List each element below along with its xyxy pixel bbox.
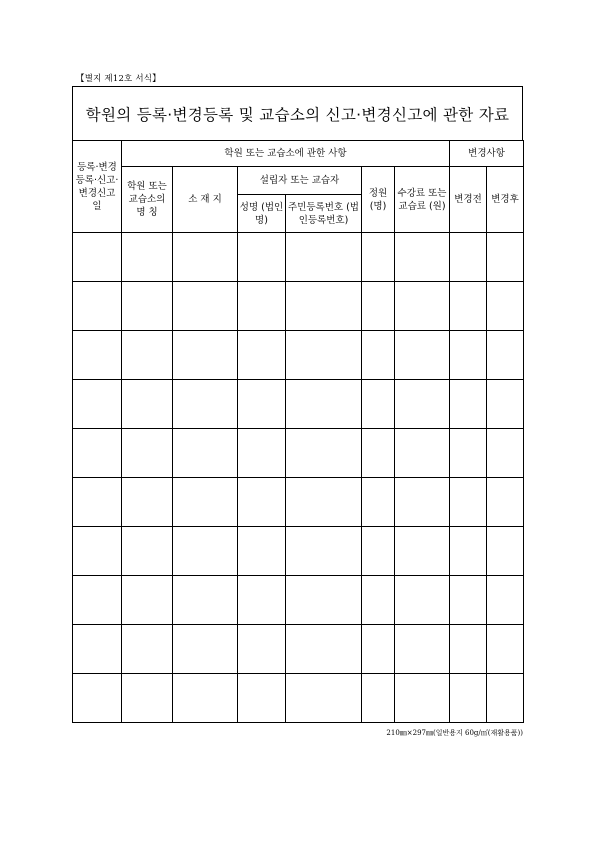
cell-tuition[interactable] [395,576,450,625]
cell-address[interactable] [173,380,238,429]
form-title [72,86,523,140]
header-tuition-text: 수강료 또는 교습료 (원) [397,187,447,212]
table-row [73,674,524,723]
header-capacity-text: 정원 (명) [368,187,388,212]
cell-tuition[interactable] [395,625,450,674]
header-date-text: 등록·변경등록·신고·변경신고일 [75,161,119,212]
cell-before-change[interactable] [450,478,487,527]
cell-founder-id[interactable] [286,282,362,331]
cell-founder-name[interactable] [238,233,286,282]
cell-academy-name[interactable] [122,331,173,380]
cell-founder-name[interactable] [238,380,286,429]
table-row [73,233,524,282]
cell-capacity[interactable] [362,233,395,282]
cell-academy-name[interactable] [122,576,173,625]
cell-after-change[interactable] [487,233,524,282]
cell-capacity[interactable] [362,380,395,429]
cell-tuition[interactable] [395,331,450,380]
cell-founder-id[interactable] [286,429,362,478]
cell-tuition[interactable] [395,282,450,331]
header-before-change [450,167,487,233]
cell-founder-id[interactable] [286,674,362,723]
header-founder-id [286,195,362,233]
cell-date[interactable] [73,233,122,282]
cell-before-change[interactable] [450,429,487,478]
cell-founder-id[interactable] [286,331,362,380]
table-row [73,527,524,576]
cell-after-change[interactable] [487,674,524,723]
cell-date[interactable] [73,331,122,380]
header-academy-group-text: 학원 또는 교습소에 관한 사항 [224,148,347,159]
cell-tuition[interactable] [395,674,450,723]
cell-academy-name[interactable] [122,380,173,429]
cell-after-change[interactable] [487,380,524,429]
cell-date[interactable] [73,625,122,674]
cell-capacity[interactable] [362,429,395,478]
cell-date[interactable] [73,429,122,478]
cell-tuition[interactable] [395,233,450,282]
table-row [73,429,524,478]
cell-founder-id[interactable] [286,576,362,625]
cell-academy-name[interactable] [122,527,173,576]
cell-academy-name[interactable] [122,282,173,331]
cell-founder-id[interactable] [286,478,362,527]
header-address-text: 소 재 지 [188,194,222,205]
cell-founder-name[interactable] [238,576,286,625]
cell-before-change[interactable] [450,674,487,723]
cell-tuition[interactable] [395,527,450,576]
cell-academy-name[interactable] [122,429,173,478]
cell-founder-id[interactable] [286,380,362,429]
cell-capacity[interactable] [362,576,395,625]
cell-date[interactable] [73,478,122,527]
cell-before-change[interactable] [450,331,487,380]
cell-date[interactable] [73,527,122,576]
cell-before-change[interactable] [450,576,487,625]
cell-after-change[interactable] [487,429,524,478]
table-row [73,625,524,674]
cell-after-change[interactable] [487,478,524,527]
header-changes-group [450,141,524,167]
cell-after-change[interactable] [487,331,524,380]
cell-date[interactable] [73,576,122,625]
paper-spec-footer: 210㎜×297㎜(일반용지 60g/㎡(재활용품)) [386,729,523,737]
header-academy-group [122,141,450,167]
cell-founder-name[interactable] [238,625,286,674]
cell-address[interactable] [173,429,238,478]
header-academy-name-text: 학원 또는 교습소의 명 칭 [127,181,167,218]
table-row [73,282,524,331]
cell-capacity[interactable] [362,674,395,723]
cell-address[interactable] [173,527,238,576]
table-row [73,331,524,380]
header-capacity [362,167,395,233]
header-date [73,141,122,233]
header-founder-name-text: 성명 (법인명) [239,201,284,226]
cell-founder-name[interactable] [238,331,286,380]
cell-address[interactable] [173,674,238,723]
cell-academy-name[interactable] [122,674,173,723]
cell-address[interactable] [173,576,238,625]
cell-academy-name[interactable] [122,478,173,527]
registration-table [72,140,524,723]
cell-founder-name[interactable] [238,674,286,723]
cell-address[interactable] [173,233,238,282]
cell-founder-id[interactable] [286,527,362,576]
cell-founder-name[interactable] [238,527,286,576]
cell-after-change[interactable] [487,282,524,331]
table-row [73,380,524,429]
cell-tuition[interactable] [395,429,450,478]
cell-address[interactable] [173,331,238,380]
cell-tuition[interactable] [395,380,450,429]
cell-date[interactable] [73,380,122,429]
header-founder-group-text: 설립자 또는 교습자 [259,175,340,186]
cell-before-change[interactable] [450,527,487,576]
table-row [73,576,524,625]
cell-founder-name[interactable] [238,429,286,478]
form-title-text: 학원의 등록·변경등록 및 교습소의 신고·변경신고에 관한 자료 [85,105,510,124]
cell-date[interactable] [73,674,122,723]
cell-academy-name[interactable] [122,233,173,282]
header-academy-name [122,167,173,233]
header-tuition [395,167,450,233]
cell-founder-name[interactable] [238,282,286,331]
cell-founder-id[interactable] [286,625,362,674]
cell-address[interactable] [173,625,238,674]
cell-tuition[interactable] [395,478,450,527]
cell-after-change[interactable] [487,527,524,576]
cell-address[interactable] [173,282,238,331]
header-founder-name [238,195,286,233]
header-founder-group [238,167,362,195]
cell-date[interactable] [73,282,122,331]
form-number-label: 【별지 제12호 서식】 [76,74,161,84]
cell-capacity[interactable] [362,478,395,527]
header-after-change [487,167,524,233]
header-founder-id-text: 주민등록번호 (법인등록번호) [288,201,359,226]
cell-capacity[interactable] [362,625,395,674]
header-address [173,167,238,233]
cell-before-change[interactable] [450,233,487,282]
header-after-change-text: 변경후 [491,194,519,205]
cell-capacity[interactable] [362,527,395,576]
cell-capacity[interactable] [362,282,395,331]
cell-academy-name[interactable] [122,625,173,674]
cell-address[interactable] [173,478,238,527]
cell-before-change[interactable] [450,380,487,429]
cell-after-change[interactable] [487,625,524,674]
cell-before-change[interactable] [450,625,487,674]
table-row [73,478,524,527]
header-changes-group-text: 변경사항 [468,148,505,159]
cell-capacity[interactable] [362,331,395,380]
header-before-change-text: 변경전 [454,194,482,205]
cell-after-change[interactable] [487,576,524,625]
cell-founder-name[interactable] [238,478,286,527]
cell-founder-id[interactable] [286,233,362,282]
cell-before-change[interactable] [450,282,487,331]
